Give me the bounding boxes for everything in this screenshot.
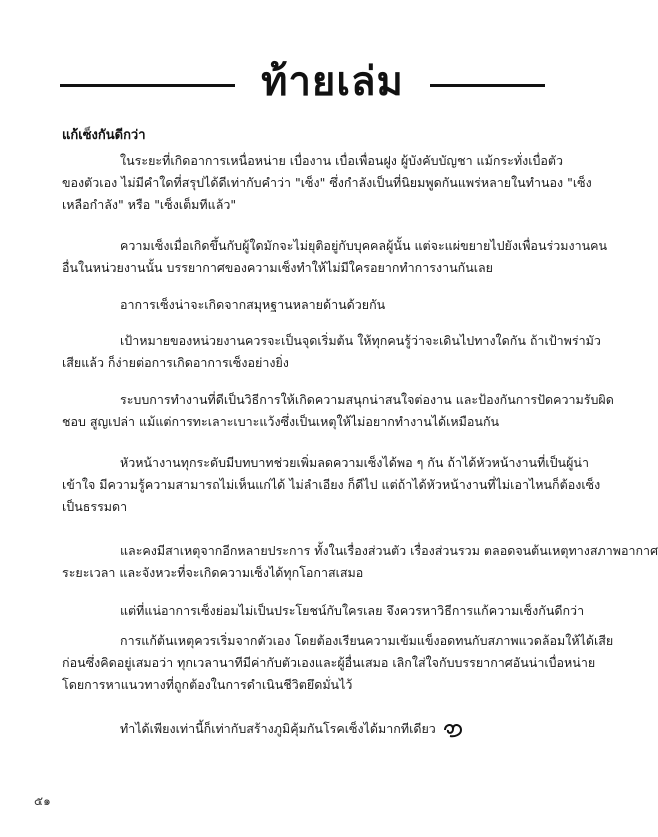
paragraph-line: อาการเซ็งน่าจะเกิดจากสมุหฐานหลายด้านด้วยกัน <box>120 297 386 312</box>
chapter-heading <box>60 59 545 110</box>
paragraph <box>62 630 614 696</box>
paragraph-line: ระบบการทำงานที่ดีเป็นวิธีการให้เกิดความสนุกน่าสนใจต่องาน และป้องกันการปัดความรับผิด <box>120 392 614 407</box>
paragraph <box>62 235 608 279</box>
paragraph-line: ความเซ็งเมื่อเกิดขึ้นกับผู้ใดมักจะไม่ยุติอยู่กับบุคคลผู้นั้น แต่จะแผ่ขยายไปยังเพื่อนร่วมงานคน <box>120 238 608 253</box>
paragraph-line <box>62 718 542 740</box>
paragraph-line: การแก้ต้นเหตุควรเริ่มจากตัวเอง โดยต้องเรียนความเข้มแข็งอดทนกับสภาพแวดล้อมให้ได้เสีย <box>120 633 614 648</box>
paragraph-line: เป็นธรรมดา <box>62 499 128 514</box>
paragraph <box>62 389 614 433</box>
heading-title: ท้ายเล่ม <box>261 59 404 105</box>
paragraph <box>62 452 601 518</box>
paragraph-line: เข้าใจ มีความรู้ความสามารถไม่เห็นแก่ได้ ไม่ลำเอียง ก็ดีไป แต่ถ้าได้หัวหน้างานที่ไม่เอาไหนก็ต้องเซ็ง <box>62 477 601 492</box>
paragraph-line: ในระยะที่เกิดอาการเหนื่อหน่าย เบื่องาน เบื่อเพื่อนฝูง ผู้บังคับบัญชา แม้กระทั่งเบื่อตัว <box>120 153 564 168</box>
paragraph <box>62 600 585 622</box>
paragraph-line: อื่นในหน่วยงานนั้น บรรยากาศของความเซ็งทำให้ไม่มีใครอยากทำการงานกันเลย <box>62 260 494 275</box>
paragraph <box>62 150 592 216</box>
paragraph-line: หัวหน้างานทุกระดับมีบทบาทช่วยเพิ่มลดความเซ็งได้พอ ๆ กัน ถ้าได้หัวหน้างานที่เป็นผู้น่า <box>120 455 589 470</box>
paragraph <box>62 330 601 374</box>
paragraph <box>62 294 542 316</box>
heading-rule-right <box>430 84 545 87</box>
paragraph-line: ระยะเวลา และจังหวะที่จะเกิดความเซ็งได้ทุกโอกาสเสมอ <box>62 565 364 580</box>
paragraph <box>62 540 658 584</box>
paragraph-line: เป้าหมายของหน่วยงานควรจะเป็นจุดเริ่มต้น ให้ทุกคนรู้ว่าจะเดินไปทางใดกัน ถ้าเป้าพร่ามัว <box>120 333 601 348</box>
paragraph-line: ชอบ สูญเปล่า แม้แต่การทะเลาะเบาะแว้งซึ่งเป็นเหตุให้ไม่อยากทำงานได้เหมือนกัน <box>62 414 500 429</box>
closing-line-text: ทำได้เพียงเท่านี้ก็เท่ากับสร้างภูมิคุ้มกันโรคเซ็งได้มากทีเดียว <box>120 721 436 736</box>
paragraph-line: เสียแล้ว ก็ง่ายต่อการเกิดอาการเซ็งอย่างยิ่ง <box>62 355 289 370</box>
heading-rule-left <box>60 84 235 87</box>
paragraph-line: ก่อนซึ่งคิดอยู่เสมอว่า ทุกเวลานาทีมีค่ากับตัวเองและผู้อื่นเสมอ เลิกใส่ใจกับบรรยากาศอันน่าเบื่อหน่าย <box>62 655 596 670</box>
ornament-icon <box>442 721 464 739</box>
paragraph-line: แต่ที่แน่อาการเซ็งย่อมไม่เป็นประโยชน์กับใครเลย จึงควรหาวิธีการแก้ความเซ็งกันดีกว่า <box>120 603 585 618</box>
paragraph-line: เหลือกำลัง" หรือ "เซ็งเต็มทีแล้ว" <box>62 197 237 212</box>
section-subheading: แก้เซ็งกันดีกว่า <box>62 128 146 143</box>
paragraph-line: และคงมีสาเหตุจากอีกหลายประการ ทั้งในเรื่องส่วนตัว เรื่องส่วนรวม ตลอดจนต้นเหตุทางสภาพอากาศ <box>120 543 658 558</box>
paragraph-line: โดยการหาแนวทางที่ถูกต้องในการดำเนินชีวิตยึดมั่นไว้ <box>62 677 353 692</box>
page-number: ๕๑ <box>34 794 51 808</box>
paragraph <box>62 718 542 740</box>
paragraph-line: ของตัวเอง ไม่มีคำใดที่สรุปได้ดีเท่ากับคำว่า "เซ็ง" ซึ่งกำลังเป็นที่นิยมพูดกันแพร่หลายในทำนอง "เซ็ง <box>62 175 592 190</box>
